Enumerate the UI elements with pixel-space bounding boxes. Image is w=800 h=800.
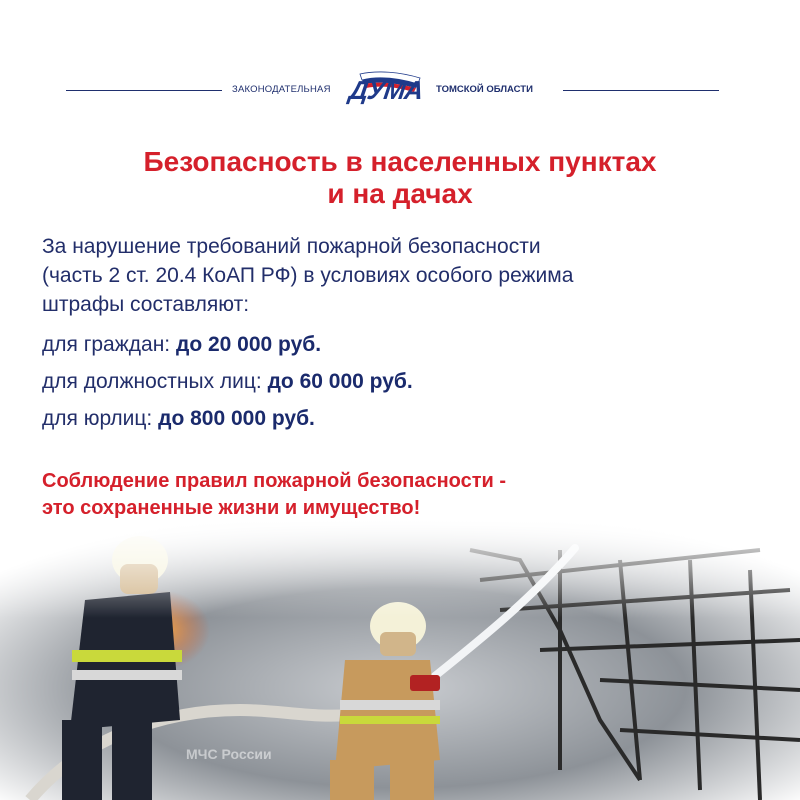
fine-label: для юрлиц: <box>42 407 159 430</box>
duma-logo <box>338 68 434 112</box>
fine-label: для должностных лиц: <box>42 370 268 393</box>
photo-watermark: МЧС России <box>186 746 272 762</box>
intro-text <box>42 232 762 319</box>
fine-label: для граждан: <box>42 333 176 356</box>
fine-amount: до 20 000 руб. <box>175 333 322 356</box>
fine-officials <box>42 367 413 396</box>
slogan-line-1: Соблюдение правил пожарной безопасности - <box>42 470 507 492</box>
header-rule-right <box>563 90 719 91</box>
safety-slogan <box>42 468 762 522</box>
firefighters-illustration <box>0 520 800 800</box>
intro-line-1: За нарушение требований пожарной безопасности <box>42 235 541 258</box>
intro-line-3: штрафы составляют: <box>42 293 250 316</box>
page-title <box>0 146 800 210</box>
title-line-2: и на дачах <box>327 178 473 209</box>
slogan-line-2: это сохраненные жизни и имущество! <box>42 497 421 519</box>
org-name-right: ТОМСКОЙ ОБЛАСТИ <box>436 84 533 95</box>
fine-amount: до 60 000 руб. <box>267 370 413 393</box>
fine-amount: до 800 000 руб. <box>158 407 315 430</box>
org-name-left: ЗАКОНОДАТЕЛЬНАЯ <box>232 84 331 95</box>
logo-text: ДУМА <box>347 75 425 105</box>
header-rule-left <box>66 90 222 91</box>
fine-citizens <box>42 330 321 359</box>
header <box>0 60 800 120</box>
intro-line-2: (часть 2 ст. 20.4 КоАП РФ) в условиях особого режима <box>42 264 574 287</box>
title-line-1: Безопасность в населенных пунктах <box>143 146 657 177</box>
firefighters-photo <box>0 520 800 800</box>
fine-legal-entities <box>42 404 315 433</box>
